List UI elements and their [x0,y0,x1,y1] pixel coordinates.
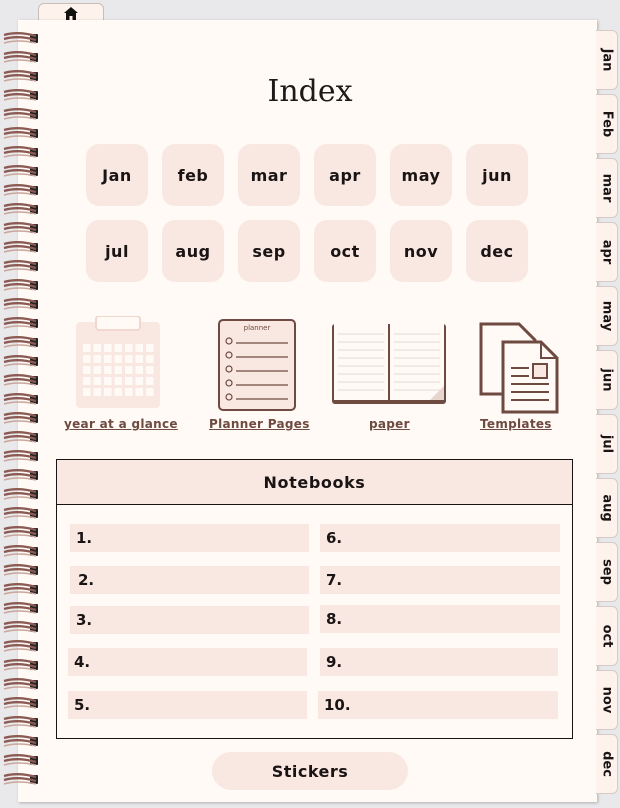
side-tab-jun[interactable] [596,350,618,410]
spiral-ring [2,277,42,291]
side-tab-label: oct [599,624,614,648]
spiral-ring [2,657,42,671]
spiral-ring [2,600,42,614]
spiral-ring [2,410,42,424]
spiral-ring [2,182,42,196]
month-button-nov[interactable]: nov [390,220,452,282]
notebook-slot-5[interactable]: 5. [68,691,307,719]
side-tab-label: sep [599,559,614,585]
svg-text:planner: planner [243,324,271,332]
spiral-ring [2,201,42,215]
month-button-may[interactable]: may [390,144,452,206]
spiral-ring [2,733,42,747]
notebook-slot-6[interactable]: 6. [320,524,560,552]
spiral-ring [2,695,42,709]
spiral-ring [2,543,42,557]
spiral-ring [2,49,42,63]
year-at-a-glance-label: year at a glance [64,417,178,431]
side-tab-label: may [599,300,614,332]
spiral-ring [2,144,42,158]
spiral-ring [2,467,42,481]
spiral-ring [2,391,42,405]
notebook-slot-10[interactable]: 10. [318,691,558,719]
spiral-ring [2,372,42,386]
side-tab-label: nov [599,686,614,714]
notebook-slot-7[interactable]: 7. [320,566,560,594]
spiral-ring [2,334,42,348]
side-tab-aug[interactable] [596,478,618,538]
spiral-ring [2,581,42,595]
notebook-slot-9[interactable]: 9. [320,648,558,676]
spiral-ring [2,220,42,234]
paper-label: paper [369,417,410,431]
spiral-ring [2,429,42,443]
spiral-ring [2,771,42,785]
side-tab-label: apr [599,239,614,265]
side-tab-sep[interactable] [596,542,618,602]
month-button-jan[interactable]: Jan [86,144,148,206]
spiral-ring [2,486,42,500]
spiral-binding [0,30,44,790]
spiral-ring [2,125,42,139]
month-button-sep[interactable]: sep [238,220,300,282]
spiral-ring [2,258,42,272]
documents-icon [479,322,561,418]
spiral-ring [2,30,42,44]
notebook-slot-8[interactable]: 8. [320,605,560,633]
month-button-mar[interactable]: mar [238,144,300,206]
spiral-ring [2,448,42,462]
side-tab-label: jun [599,368,614,392]
templates-label: Templates [480,417,552,431]
side-tab-dec[interactable] [596,734,618,794]
spiral-ring [2,315,42,329]
planner-pages-label: Planner Pages [209,417,310,431]
side-tab-may[interactable] [596,286,618,346]
side-tab-mar[interactable] [596,158,618,218]
notebooks-title: Notebooks [57,460,572,505]
month-button-apr[interactable]: apr [314,144,376,206]
spiral-ring [2,562,42,576]
spiral-ring [2,239,42,253]
spiral-ring [2,752,42,766]
spiral-ring [2,353,42,367]
notebook-slot-1[interactable]: 1. [70,524,309,552]
month-button-aug[interactable]: aug [162,220,224,282]
month-button-jul[interactable]: jul [86,220,148,282]
side-tab-label: Feb [599,110,614,138]
spiral-ring [2,676,42,690]
stickers-button[interactable]: Stickers [212,752,408,790]
side-tab-label: Jan [599,48,614,72]
side-tab-label: dec [599,751,614,777]
month-button-jun[interactable]: jun [466,144,528,206]
spiral-ring [2,714,42,728]
spiral-ring [2,505,42,519]
spiral-ring [2,163,42,177]
side-tab-oct[interactable] [596,606,618,666]
side-tab-label: jul [599,434,614,454]
month-button-dec[interactable]: dec [466,220,528,282]
notebook-slot-2[interactable]: 2. [70,566,309,594]
open-notebook-icon [330,322,448,410]
spiral-ring [2,619,42,633]
side-tab-jul[interactable] [596,414,618,474]
spiral-ring [2,638,42,652]
calendar-icon [76,316,162,412]
spiral-ring [2,524,42,538]
notebook-slot-4[interactable]: 4. [68,648,307,676]
side-tab-feb[interactable] [596,94,618,154]
notebooks-panel [56,459,573,739]
planner-icon [218,319,296,415]
month-button-oct[interactable]: oct [314,220,376,282]
notebook-slot-3[interactable]: 3. [70,606,309,634]
side-tab-label: aug [599,494,614,522]
side-tab-label: mar [599,173,614,203]
side-tab-jan[interactable] [596,30,618,90]
month-button-feb[interactable]: feb [162,144,224,206]
side-tab-apr[interactable] [596,222,618,282]
page-title: Index [267,74,353,109]
spiral-ring [2,296,42,310]
side-tab-nov[interactable] [596,670,618,730]
